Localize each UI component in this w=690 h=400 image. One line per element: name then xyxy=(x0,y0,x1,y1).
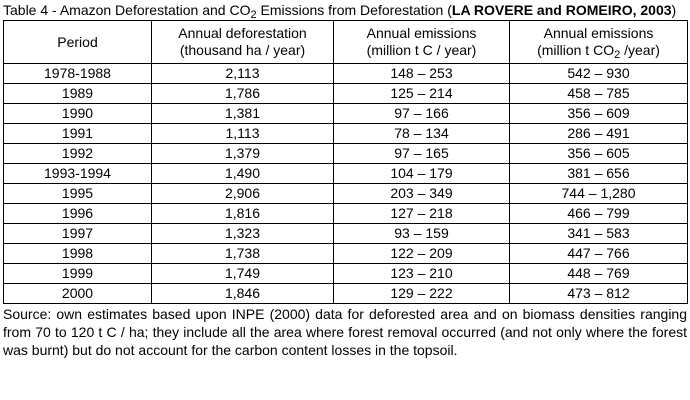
deforestation-cell: 1,490 xyxy=(152,164,334,184)
period-cell: 1992 xyxy=(4,144,152,164)
deforestation-cell: 1,749 xyxy=(152,264,334,284)
emissions-co2-cell: 448 – 769 xyxy=(510,264,688,284)
deforestation-cell: 2,906 xyxy=(152,184,334,204)
emissions-co2-cell: 458 – 785 xyxy=(510,84,688,104)
deforestation-cell: 2,113 xyxy=(152,64,334,84)
caption-prefix: Table 4 - Amazon Deforestation and CO xyxy=(3,2,251,18)
column-header xyxy=(334,21,510,64)
period-cell: 1989 xyxy=(4,84,152,104)
column-header xyxy=(510,21,688,64)
emissions-c-cell: 148 – 253 xyxy=(334,64,510,84)
emissions-c-cell: 104 – 179 xyxy=(334,164,510,184)
period-cell: 1991 xyxy=(4,124,152,144)
table-header-row xyxy=(4,21,688,64)
period-cell: 1999 xyxy=(4,264,152,284)
deforestation-cell: 1,381 xyxy=(152,104,334,124)
emissions-co2-cell: 356 – 605 xyxy=(510,144,688,164)
deforestation-cell: 1,816 xyxy=(152,204,334,224)
emissions-co2-cell: 381 – 656 xyxy=(510,164,688,184)
emissions-c-cell: 125 – 214 xyxy=(334,84,510,104)
table-row xyxy=(4,224,688,244)
deforestation-cell: 1,379 xyxy=(152,144,334,164)
emissions-c-cell: 127 – 218 xyxy=(334,204,510,224)
emissions-co2-cell: 542 – 930 xyxy=(510,64,688,84)
emissions-c-cell: 203 – 349 xyxy=(334,184,510,204)
emissions-co2-cell: 341 – 583 xyxy=(510,224,688,244)
period-cell: 1997 xyxy=(4,224,152,244)
column-header-line2: (million t CO xyxy=(537,42,615,58)
deforestation-cell: 1,846 xyxy=(152,284,334,304)
column-header-line2: (thousand ha / year) xyxy=(179,42,306,58)
caption-middle: Emissions from Deforestation ( xyxy=(256,2,452,18)
table-row xyxy=(4,64,688,84)
period-cell: 1978-1988 xyxy=(4,64,152,84)
table-row xyxy=(4,244,688,264)
emissions-c-cell: 78 – 134 xyxy=(334,124,510,144)
table-row xyxy=(4,104,688,124)
period-cell: 2000 xyxy=(4,284,152,304)
emissions-co2-cell: 744 – 1,280 xyxy=(510,184,688,204)
deforestation-cell: 1,786 xyxy=(152,84,334,104)
period-cell: 1990 xyxy=(4,104,152,124)
emissions-c-cell: 129 – 222 xyxy=(334,284,510,304)
table-body xyxy=(4,64,688,304)
table-row xyxy=(4,124,688,144)
table-row xyxy=(4,264,688,284)
deforestation-cell: 1,113 xyxy=(152,124,334,144)
column-header-line1: Annual emissions xyxy=(366,25,477,41)
period-cell: 1998 xyxy=(4,244,152,264)
column-header xyxy=(4,21,152,64)
column-header-line1: Period xyxy=(57,33,98,50)
table-row xyxy=(4,84,688,104)
source-note: Source: own estimates based upon INPE (2000) data for deforested area and on biomass densities ranging from 70 to 120 t C / ha; they include all the area where forest removal occurred (and not only where the forest was burnt) but do not account for the carbon content losses in the topsoil. xyxy=(3,306,687,358)
column-header-line2: (million t C / year) xyxy=(366,42,477,58)
emissions-co2-cell: 356 – 609 xyxy=(510,104,688,124)
table-caption xyxy=(3,2,687,19)
emissions-c-cell: 93 – 159 xyxy=(334,224,510,244)
caption-citation: LA ROVERE and ROMEIRO, 2003 xyxy=(451,2,672,18)
emissions-co2-cell: 286 – 491 xyxy=(510,124,688,144)
emissions-co2-cell: 447 – 766 xyxy=(510,244,688,264)
table-row xyxy=(4,284,688,304)
deforestation-cell: 1,738 xyxy=(152,244,334,264)
emissions-co2-cell: 473 – 812 xyxy=(510,284,688,304)
deforestation-cell: 1,323 xyxy=(152,224,334,244)
table-row xyxy=(4,184,688,204)
table-row xyxy=(4,144,688,164)
emissions-co2-cell: 466 – 799 xyxy=(510,204,688,224)
table-row xyxy=(4,204,688,224)
column-header-subscript: 2 xyxy=(614,49,621,61)
period-cell: 1993-1994 xyxy=(4,164,152,184)
column-header-line1: Annual emissions xyxy=(543,25,654,41)
emissions-c-cell: 97 – 166 xyxy=(334,104,510,124)
period-cell: 1996 xyxy=(4,204,152,224)
emissions-c-cell: 123 – 210 xyxy=(334,264,510,284)
column-header-tail: /year) xyxy=(620,42,660,58)
emissions-c-cell: 97 – 165 xyxy=(334,144,510,164)
column-header xyxy=(152,21,334,64)
column-header-line1: Annual deforestation xyxy=(178,25,307,41)
caption-subscript: 2 xyxy=(250,9,257,21)
emissions-c-cell: 122 – 209 xyxy=(334,244,510,264)
period-cell: 1995 xyxy=(4,184,152,204)
table-row xyxy=(4,164,688,184)
emissions-table xyxy=(3,20,688,304)
caption-suffix: ) xyxy=(671,2,677,18)
